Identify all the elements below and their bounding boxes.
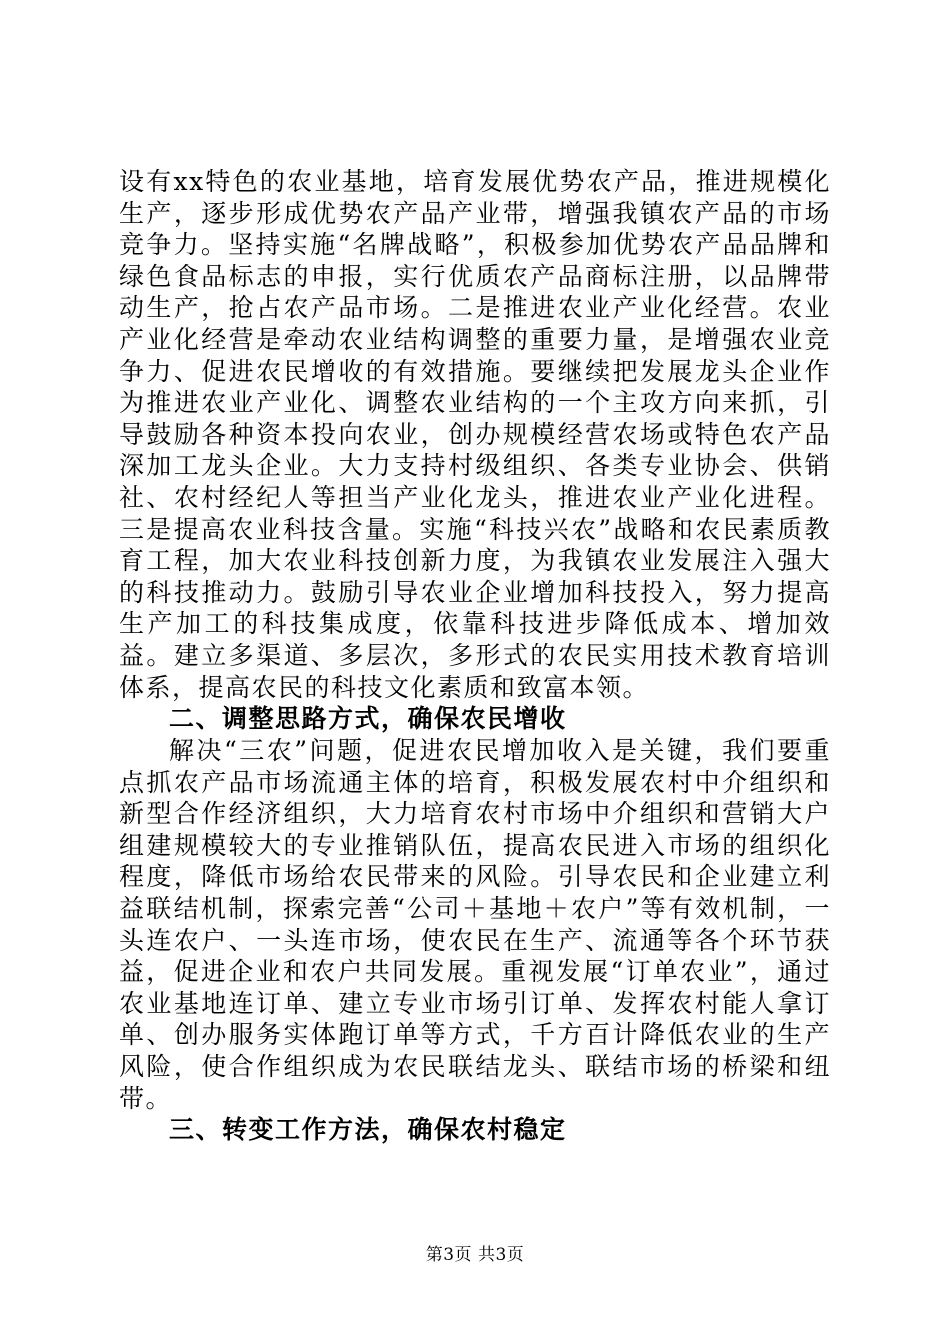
document-body bbox=[119, 166, 831, 1146]
section-heading-3: 三、转变工作方法，确保农村稳定 bbox=[169, 1115, 567, 1145]
body-paragraph-1: 设有xx特色的农业基地，培育发展优势农产品，推进规模化生产，逐步形成优势农产品产业带，增强我镇农产品的市场竞争力。坚持实施“名牌战略”，积极参加优势农产品品牌和绿色食品标志的申报，实行优质农产品商标注册，以品牌带动生产，抢占农产品市场。二是推进农业产业化经营。农业产业化经营是牵动农业结构调整的重要力量，是增强农业竞争力、促进农民增收的有效措施。要继续把发展龙头企业作为推进农业产业化、调整农业结构的一个主攻方向来抓，引导鼓励各种资本投向农业，创办规模经营农场或特色农产品深加工龙头企业。大力支持村级组织、各类专业协会、供销社、农村经纪人等担当产业化龙头，推进农业产业化进程。三是提高农业科技含量。实施“科技兴农”战略和农民素质教育工程，加大农业科技创新力度，为我镇农业发展注入强大的科技推动力。鼓励引导农业企业增加科技投入，努力提高生产加工的科技集成度，依靠科技进步降低成本、增加效益。建立多渠道、多层次，多形式的农民实用技术教育培训体系，提高农民的科技文化素质和致富本领。 bbox=[119, 167, 831, 702]
body-paragraph-2: 解决“三农”问题，促进农民增加收入是关键，我们要重点抓农产品市场流通主体的培育，积极发展农村中介组织和新型合作经济组织，大力培育农村市场中介组织和营销大户组建规模较大的专业推销队伍，提高农民进入市场的组织化程度，降低市场给农民带来的风险。引导农民和企业建立利益联结机制，探索完善“公司＋基地＋农户”等有效机制，一头连农户、一头连市场，使农民在生产、流通等各个环节获益，促进企业和农户共同发展。重视发展“订单农业”，通过农业基地连订单、建立专业市场引订单、发挥农村能人拿订单、创办服务实体跑订单等方式，千方百计降低农业的生产风险，使合作组织成为农民联结龙头、联结市场的桥梁和纽带。 bbox=[119, 736, 831, 1113]
section-heading-2: 二、调整思路方式，确保农民增收 bbox=[169, 704, 567, 734]
page-footer: 第3页 共3页 bbox=[425, 1245, 525, 1265]
